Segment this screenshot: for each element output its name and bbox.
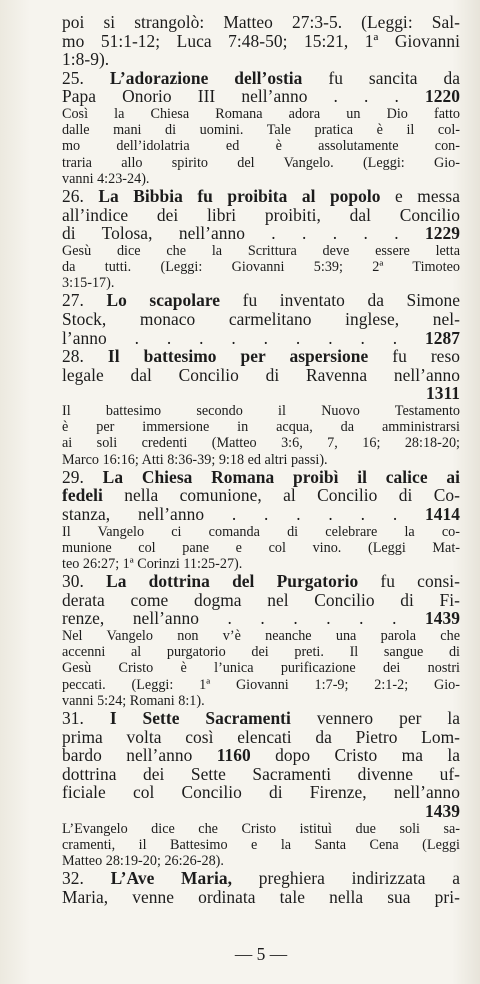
- continuation-paragraph: [62, 13, 460, 69]
- entry-text-line: [62, 486, 460, 505]
- note-line: Il battesimo secondo il Nuovo Testamento: [62, 402, 460, 419]
- entry-25: [62, 69, 460, 187]
- entry-heading: [62, 291, 460, 310]
- entry-text: Maria, venne ordinata tale nella sua pri-: [62, 886, 460, 907]
- entry-year-line: [62, 329, 460, 348]
- entry-year-line: [62, 87, 460, 106]
- entry-text: dottrina dei Sette Sacramenti divenne uf-: [62, 763, 460, 784]
- text-line: mo 51:1-12; Luca 7:48-50; 15:21, 1ª Giovanni: [62, 30, 460, 51]
- entry-heading: [62, 69, 460, 88]
- text-column: [62, 13, 460, 906]
- entry-number: 30.: [62, 571, 84, 592]
- note-line: Gesù Cristo è l’unica purificazione dei nostri: [62, 660, 460, 677]
- entry-year: 1414: [425, 503, 460, 524]
- note-line: è per immersione in acqua, da amministrarsi: [62, 419, 460, 436]
- entry-text: dopo Cristo ma la: [250, 745, 460, 766]
- note-line: dalle mani di uomini. Tale pratica è il col-: [62, 122, 460, 139]
- entry-year-line: [62, 802, 460, 821]
- entry-title: fedeli: [62, 485, 103, 506]
- entry-number: 26.: [62, 185, 84, 206]
- entry-29: [62, 468, 460, 572]
- note-line: vanni 4:23-24).: [62, 170, 150, 187]
- entry-28: [62, 347, 460, 468]
- entry-year: 1229: [425, 223, 460, 244]
- entry-title: La dottrina del Purgatorio: [106, 571, 359, 592]
- text-line: 1:8-9).: [62, 49, 110, 70]
- entry-year: 1287: [425, 327, 460, 348]
- entry-year-line: [62, 609, 460, 628]
- entry-title: La Chiesa Romana proibì il calice ai: [102, 466, 460, 487]
- entry-number: 31.: [62, 707, 84, 728]
- note-line: Matteo 28:19-20; 26:26-28).: [62, 852, 224, 869]
- text-line: poi si strangolò: Matteo 27:3-5. (Leggi: Sal-: [62, 12, 460, 32]
- entry-text: all’indice dei libri proibiti, dal Concilio: [62, 204, 460, 225]
- note-line: da tutti. (Leggi: Giovanni 5:39; 2ª Timoteo: [62, 258, 460, 275]
- entry-heading: [62, 187, 460, 206]
- entry-number: 25.: [62, 67, 84, 88]
- entry-title: Lo scapolare: [106, 290, 221, 311]
- entry-26: [62, 187, 460, 291]
- entry-text: fu sancita da: [302, 67, 460, 88]
- entry-heading: [62, 347, 460, 366]
- note-line: accenni al purgatorio dei preti. Il sangue di: [62, 644, 460, 661]
- note-line: vanni 5:24; Romani 8:1).: [62, 692, 205, 709]
- entry-year-line: [62, 505, 460, 524]
- entry-text: di Tolosa, nell’anno . . . . .: [62, 223, 426, 244]
- entry-year: 1311: [425, 383, 460, 404]
- entry-year: 1160: [216, 745, 251, 766]
- entry-heading: [62, 869, 460, 888]
- entry-year: 1439: [425, 800, 460, 821]
- note-line: munione col pane e col vino. (Leggi Mat-: [62, 539, 460, 556]
- entry-30: [62, 572, 460, 709]
- entry-text: derata come dogma nel Concilio di Fi-: [62, 589, 460, 610]
- entry-number: 32.: [62, 868, 84, 889]
- entry-text: l’anno . . . . . . . . .: [62, 327, 426, 348]
- note-line: ai soli credenti (Matteo 3:6, 7, 16; 28:18-20;: [62, 435, 460, 452]
- entry-year-line: [62, 224, 460, 243]
- entry-title: I Sette Sacramenti: [109, 707, 291, 728]
- entry-text-line: [62, 746, 460, 765]
- entry-text: e messa: [380, 185, 460, 206]
- note-line: Marco 16:16; Atti 8:36-39; 9:18 ed altri passi).: [62, 451, 328, 468]
- entry-text: ficiale col Concilio di Firenze, nell’anno: [62, 782, 460, 803]
- entry-text: Stock, monaco carmelitano inglese, nel-: [62, 308, 460, 329]
- entry-31: [62, 709, 460, 869]
- note-line: 3:15-17).: [62, 275, 115, 292]
- entry-number: 27.: [62, 290, 84, 311]
- entry-heading: [62, 468, 460, 487]
- entry-27: [62, 291, 460, 347]
- entry-text: prima volta così elencati da Pietro Lom-: [62, 726, 460, 747]
- entry-text: fu reso: [368, 346, 461, 367]
- note-line: Il Vangelo ci comanda di celebrare la co-: [62, 523, 460, 540]
- entry-text: legale dal Concilio di Ravenna nell’anno: [62, 364, 460, 385]
- note-line: L’Evangelo dice che Cristo istituì due soli sa-: [62, 820, 460, 837]
- entry-year-line: [62, 384, 460, 403]
- entry-year: 1220: [425, 86, 460, 107]
- note-line: cramenti, il Battesimo e la Santa Cena (Leggi: [62, 836, 460, 853]
- entry-year: 1439: [425, 608, 460, 629]
- entry-text: bardo nell’anno: [62, 745, 217, 766]
- note-line: traria allo spirito del Vangelo. (Leggi: Gio-: [62, 154, 460, 171]
- note-line: mo dell’idolatria ed è assolutamente con-: [62, 138, 460, 155]
- entry-text: fu inventato da Simone: [220, 290, 460, 311]
- note-line: Gesù dice che la Scrittura deve essere letta: [62, 242, 460, 259]
- entry-text: renze, nell’anno . . . . . .: [62, 608, 426, 629]
- entry-title: La Bibbia fu proibita al popolo: [98, 185, 381, 206]
- entry-32: [62, 869, 460, 906]
- page-number: — 5 —: [234, 944, 288, 964]
- note-line: teo 26:27; 1ª Corinzi 11:25-27).: [62, 555, 243, 572]
- note-line: Nel Vangelo non v’è neanche una parola che: [62, 627, 460, 644]
- note-line: Così la Chiesa Romana adora un Dio fatto: [62, 105, 460, 122]
- entry-text: vennero per la: [290, 707, 461, 728]
- entry-number: 29.: [62, 466, 84, 487]
- entry-heading: [62, 709, 460, 728]
- note-line: peccati. (Leggi: 1ª Giovanni 1:7-9; 2:1-2; Gio-: [62, 676, 460, 693]
- entry-heading: [62, 572, 460, 591]
- entry-title: L’Ave Maria,: [110, 868, 233, 889]
- entry-text: Papa Onorio III nell’anno . . .: [62, 86, 426, 107]
- entry-number: 28.: [62, 346, 84, 367]
- entry-text: preghiera indirizzata a: [232, 868, 460, 889]
- entry-title: Il battesimo per aspersione: [107, 346, 369, 367]
- entry-text: stanza, nell’anno . . . . . .: [62, 503, 426, 524]
- entry-text: fu consi-: [358, 571, 460, 592]
- entry-title: L’adorazione dell’ostia: [109, 67, 303, 88]
- entry-text: nella comunione, al Concilio di Co-: [102, 485, 460, 506]
